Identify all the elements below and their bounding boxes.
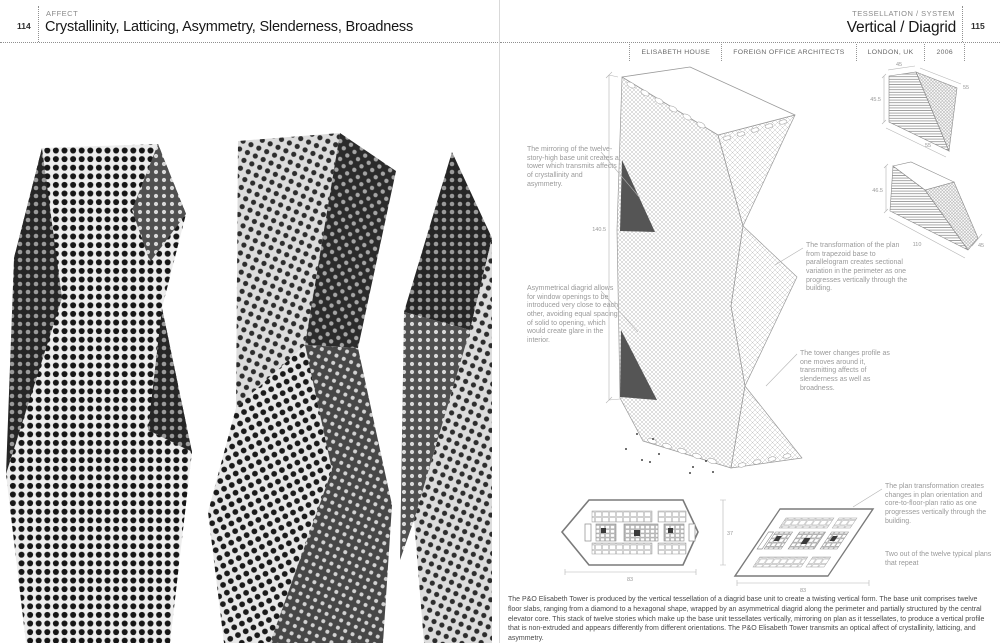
project-location: LONDON, UK [856,44,925,61]
project-caption: The P&O Elisabeth Tower is produced by the vertical tessellation of a diagrid base unit to create a twisting vertical form. The base unit comprises twelve floor slabs, ranging from a diamond to a hexagonal shape, wrapped by an asymmetrical diagrid along the perimeter and partially structured by the central elevator core. This stack of twelve stories which make up the base unit tessellates vertically, mirroring on plan as it tessellates, to produce a vertical profile that is non-extruded and appears differently from different orientations. The P&O Elisabeth Tower transmits an optical affect of crystallinity, latticing, and asymmetry. [508,596,985,643]
tower-height-dimension [592,72,620,403]
floor-plan-hexagon [562,500,733,583]
unit2-bottom-dim: 110 [912,242,922,248]
header-separator-right [962,6,963,42]
plan1-width-dim: 83 [626,577,634,583]
floor-plan-parallelogram [735,509,873,594]
header-separator-left [38,6,39,42]
section-kicker-right: TESSELLATION / SYSTEM [852,9,955,18]
annotation-plan-transformation: The plan transformation creates changes in plan orientation and core-to-floor-plan ratio as one progresses vertically through the building. [885,483,987,525]
plan1-depth-dim: 37 [727,531,734,537]
section-kicker-left: AFFECT [46,9,79,18]
annotation-transformation: The transformation of the plan from trapezoid base to parallelogram creates sectional variation in the perimeter as one progresses vertically through the building. [806,242,908,293]
tower-axonometric-drawing [617,67,802,474]
page-title-left: Crystallinity, Latticing, Asymmetry, Slenderness, Broadness [45,19,414,35]
model-photo-1 [6,144,192,643]
model-photo-2 [208,133,396,643]
annotation-diagrid: Asymmetrical diagrid allows for window openings to be introduced very close to each other, avoiding equal spacing of solid to opening, which would create glare in the interior. [527,285,619,345]
project-architect: FOREIGN OFFICE ARCHITECTS [721,44,855,61]
page-number-left: 114 [17,21,31,31]
unit1-right-dim: 55 [963,85,970,91]
base-unit-diagram-1 [870,62,969,157]
annotation-plans-repeat: Two out of the twelve typical plans that repeat [885,551,992,567]
annotation-profile: The tower changes profile as one moves around it, transmitting affects of slenderness as well as broadness. [800,350,890,392]
page-title-right: Vertical / Diagrid [846,19,956,36]
model-photo-3 [400,152,492,643]
header-rule-right [500,42,1000,43]
unit2-left-dim: 46.5 [872,188,883,194]
unit1-bottom-dim: 55 [924,143,932,149]
plan2-width-dim: 83 [799,588,807,594]
project-year: 2006 [924,44,965,61]
unit1-left-dim: 45.5 [870,97,881,103]
tower-height-label: 140.5 [592,227,606,233]
unit2-right-dim: 45 [978,243,985,249]
project-name: ELISABETH HOUSE [629,44,721,61]
header-rule-left [0,42,500,43]
annotation-mirroring: The mirroring of the twelve-story-high base unit creates a tower which transmits affects of crystallinity and asymmetry. [527,146,619,188]
page-gutter [499,0,500,643]
model-photographs [0,60,500,643]
unit1-top-dim: 45 [895,62,903,68]
page-number-right: 115 [971,21,985,31]
